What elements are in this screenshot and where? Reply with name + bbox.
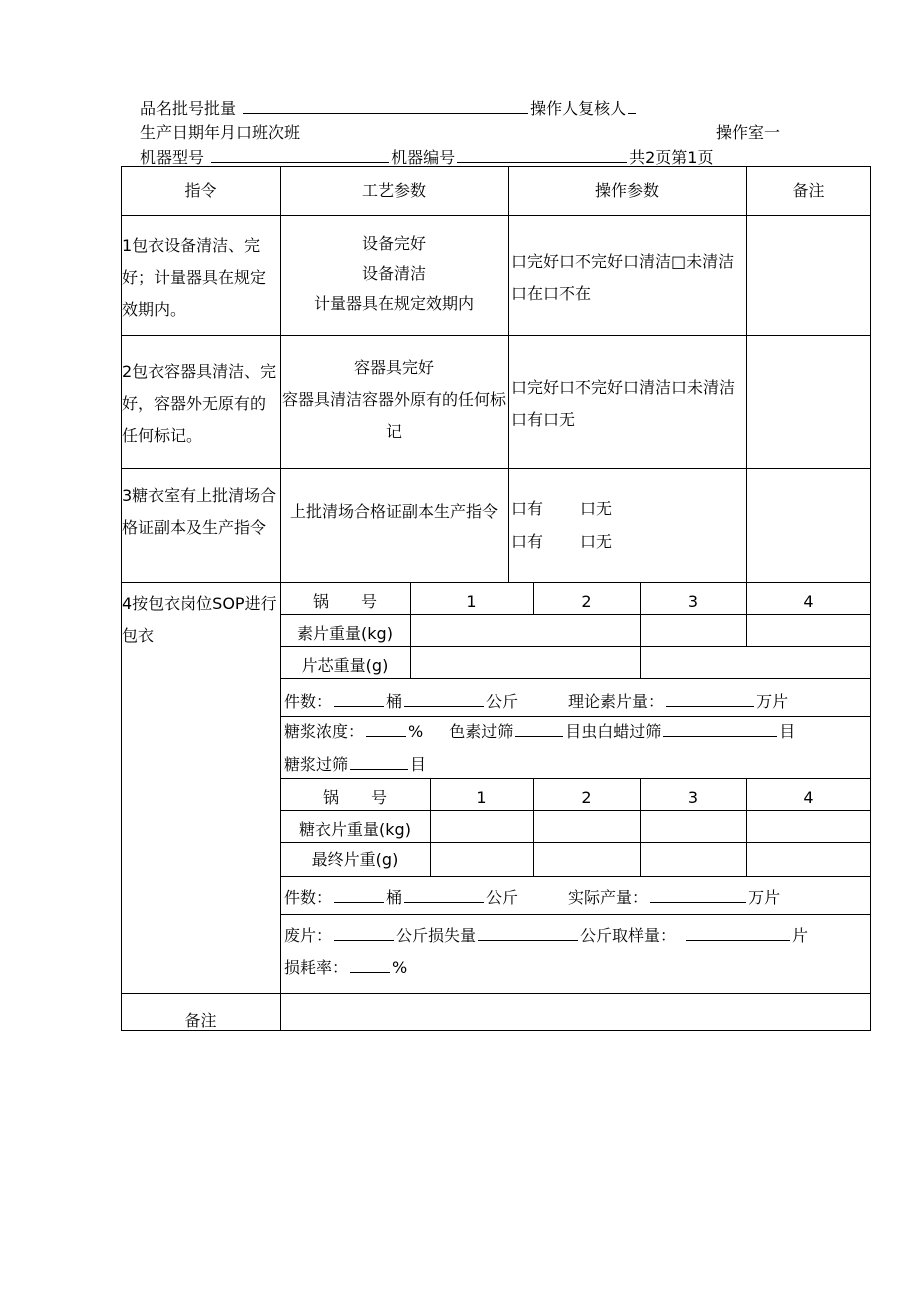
syrup-sieve-line [284, 753, 426, 777]
grid-line [121, 582, 871, 583]
count-field-2[interactable] [334, 887, 384, 903]
theory-field[interactable] [666, 691, 754, 707]
row2-instruction: 2包衣容器具清洁、完好，容器外无原有的任何标记。 [122, 362, 277, 445]
row3-op-has-2[interactable]: 口有 [511, 532, 544, 551]
wan-pian-unit-2: 万片 [748, 888, 781, 907]
grid-line [280, 646, 871, 647]
header-line-2 [140, 120, 780, 142]
syrup-concentration-label: 糖浆浓度： [284, 722, 365, 741]
syrup-line [284, 720, 795, 744]
actual-output-label: 实际产量： [568, 888, 649, 907]
count-label-2: 件数： [284, 888, 333, 907]
row3-op-has-1[interactable]: 口有 [511, 499, 544, 518]
remark-label: 备注 [184, 1011, 217, 1030]
mesh-unit: 目 [779, 722, 796, 741]
machine-number-label: 机器编号 [391, 148, 456, 167]
kg-unit: 公斤 [486, 692, 519, 711]
syrup-sieve-label: 糖浆过筛 [284, 755, 349, 774]
page-indicator: 共2页第1页 [629, 148, 714, 167]
machine-number-field[interactable] [457, 147, 627, 163]
actual-output-field[interactable] [650, 887, 746, 903]
row1-process-item: 设备完好 [361, 234, 426, 253]
product-info-label: 品名批号批量 [140, 99, 237, 118]
core-weight-label: 片芯重量(g) [301, 656, 389, 675]
grid-line [280, 876, 871, 877]
syrup-sieve-field[interactable] [350, 754, 408, 770]
loss-rate-field[interactable] [350, 957, 390, 973]
pot-4-b: 4 [803, 788, 814, 807]
count-field[interactable] [334, 691, 384, 707]
row1-process [280, 229, 508, 319]
pot-4: 4 [803, 592, 814, 611]
loss-label: 公斤损失量 [396, 926, 477, 945]
machine-model-label: 机器型号 [140, 148, 205, 167]
sample-field[interactable] [686, 925, 790, 941]
pot-3-b: 3 [687, 788, 699, 807]
pot-1: 1 [466, 592, 477, 611]
waste-field[interactable] [334, 925, 394, 941]
row1-instruction: 1包衣设备清洁、完好；计量器具在规定效期内。 [122, 236, 267, 319]
count-line-2 [284, 886, 780, 910]
waste-label: 废片： [284, 926, 333, 945]
count-label: 件数： [284, 692, 333, 711]
grid-line [121, 993, 871, 994]
production-date-label: 生产日期年月口班次班 [140, 123, 301, 142]
syrup-concentration-field[interactable] [366, 721, 406, 737]
operator-label: 操作人复核人 [530, 99, 627, 118]
pot-number-label-2: 锅 号 [322, 788, 387, 807]
count-line [284, 690, 788, 714]
header-line-3 [140, 145, 780, 167]
product-info-field[interactable] [243, 98, 528, 114]
bucket-unit: 桶 [386, 692, 403, 711]
grid-line [280, 716, 871, 717]
grid-line [280, 810, 871, 811]
plain-tablet-weight-label: 素片重量(kg) [297, 624, 393, 643]
theory-label: 理论素片量： [568, 692, 665, 711]
kg-unit-2: 公斤 [486, 888, 519, 907]
row3-op-none-2[interactable]: 口无 [580, 532, 613, 551]
row1-process-item: 设备清洁 [361, 264, 426, 283]
grid-line [280, 778, 871, 779]
grid-line [280, 914, 871, 915]
loss-rate-label: 损耗率： [284, 958, 349, 977]
column-header-remark: 备注 [792, 181, 825, 200]
remark-field[interactable] [282, 995, 869, 1029]
wan-pian-unit: 万片 [756, 692, 789, 711]
pigment-sieve-label: 色素过筛 [449, 722, 514, 741]
pigment-sieve-field[interactable] [515, 721, 563, 737]
pot-number-label: 锅 号 [312, 592, 377, 611]
row3-op-none-1[interactable]: 口无 [580, 499, 613, 518]
pot-1-b: 1 [476, 788, 487, 807]
loss-rate-line [284, 956, 407, 980]
grid-line [280, 842, 871, 843]
row2-operation[interactable]: 口完好口不完好口清洁口未清洁口有口无 [511, 378, 736, 429]
machine-model-field[interactable] [211, 147, 389, 163]
grid-line [280, 678, 871, 679]
column-header-operation: 操作参数 [594, 181, 659, 200]
grid-line [508, 166, 509, 582]
kg-field[interactable] [404, 691, 484, 707]
sugar-coat-weight-label: 糖衣片重量(kg) [299, 820, 411, 839]
mesh-unit-2: 目 [410, 755, 427, 774]
bucket-unit-2: 桶 [386, 888, 403, 907]
operator-field[interactable] [628, 98, 636, 114]
grid-line [121, 335, 871, 336]
sample-label: 公斤取样量： [580, 926, 677, 945]
wax-sieve-label: 目虫白蜡过筛 [565, 722, 662, 741]
row1-process-item: 计量器具在规定效期内 [313, 294, 474, 313]
row1-operation[interactable]: 口完好口不完好口清洁□未清洁口在口不在 [511, 252, 735, 303]
percent-unit: % [408, 722, 424, 741]
row4-instruction: 4按包衣岗位SOP进行包衣 [122, 594, 277, 645]
percent-unit-2: % [392, 958, 408, 977]
column-header-instruction: 指令 [184, 181, 217, 200]
grid-line [746, 166, 747, 582]
header-line-1 [140, 96, 780, 118]
grid-line [121, 468, 871, 469]
row3-process: 上批清场合格证副本生产指令 [289, 502, 498, 521]
loss-field[interactable] [478, 925, 578, 941]
column-header-process: 工艺参数 [361, 181, 426, 200]
operation-room-label: 操作室一 [715, 123, 780, 142]
pot-3: 3 [687, 592, 699, 611]
pot-2: 2 [581, 592, 592, 611]
kg-field-2[interactable] [404, 887, 484, 903]
wax-sieve-field[interactable] [663, 721, 777, 737]
pot-2-b: 2 [581, 788, 592, 807]
final-weight-label: 最终片重(g) [311, 850, 399, 869]
row3-instruction: 3糖衣室有上批清场合格证副本及生产指令 [122, 486, 277, 537]
waste-line [284, 924, 808, 948]
pian-unit: 片 [792, 926, 809, 945]
grid-line [280, 614, 871, 615]
row2-process: 容器具完好 容器具清洁容器外原有的任何标记 [281, 358, 506, 441]
grid-line [121, 215, 871, 216]
